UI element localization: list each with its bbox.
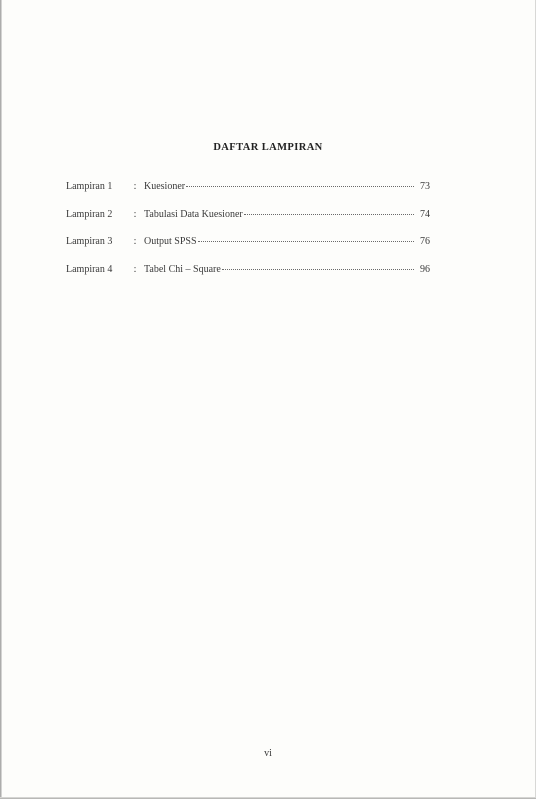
page-left-edge xyxy=(0,0,2,799)
dot-leader xyxy=(198,241,414,242)
appendix-separator: : xyxy=(133,236,137,247)
appendix-label: Lampiran 4 xyxy=(66,263,113,275)
appendix-separator: : xyxy=(133,181,137,192)
appendix-page-number: 74 xyxy=(420,208,430,220)
dot-leader xyxy=(244,214,414,215)
appendix-title: Output SPSS xyxy=(144,236,197,247)
appendix-list xyxy=(66,181,430,291)
page-title: DAFTAR LAMPIRAN xyxy=(213,142,323,153)
footer-page-number: vi xyxy=(264,748,272,759)
appendix-entry-3 xyxy=(66,236,430,264)
appendix-label: Lampiran 1 xyxy=(66,181,113,192)
appendix-page-number: 73 xyxy=(420,181,430,192)
appendix-entry-1 xyxy=(66,181,430,209)
appendix-title: Tabulasi Data Kuesioner xyxy=(144,208,243,220)
dot-leader xyxy=(222,269,414,270)
appendix-separator: : xyxy=(133,263,137,275)
appendix-page-number: 76 xyxy=(420,236,430,247)
appendix-label: Lampiran 2 xyxy=(66,208,113,220)
appendix-title: Tabel Chi – Square xyxy=(144,263,221,275)
dot-leader xyxy=(186,186,414,187)
appendix-entry-4 xyxy=(66,264,430,292)
appendix-page-number: 96 xyxy=(420,263,430,275)
appendix-label: Lampiran 3 xyxy=(66,236,113,247)
appendix-entry-2 xyxy=(66,209,430,237)
appendix-separator: : xyxy=(133,208,137,220)
appendix-title: Kuesioner xyxy=(144,181,186,192)
